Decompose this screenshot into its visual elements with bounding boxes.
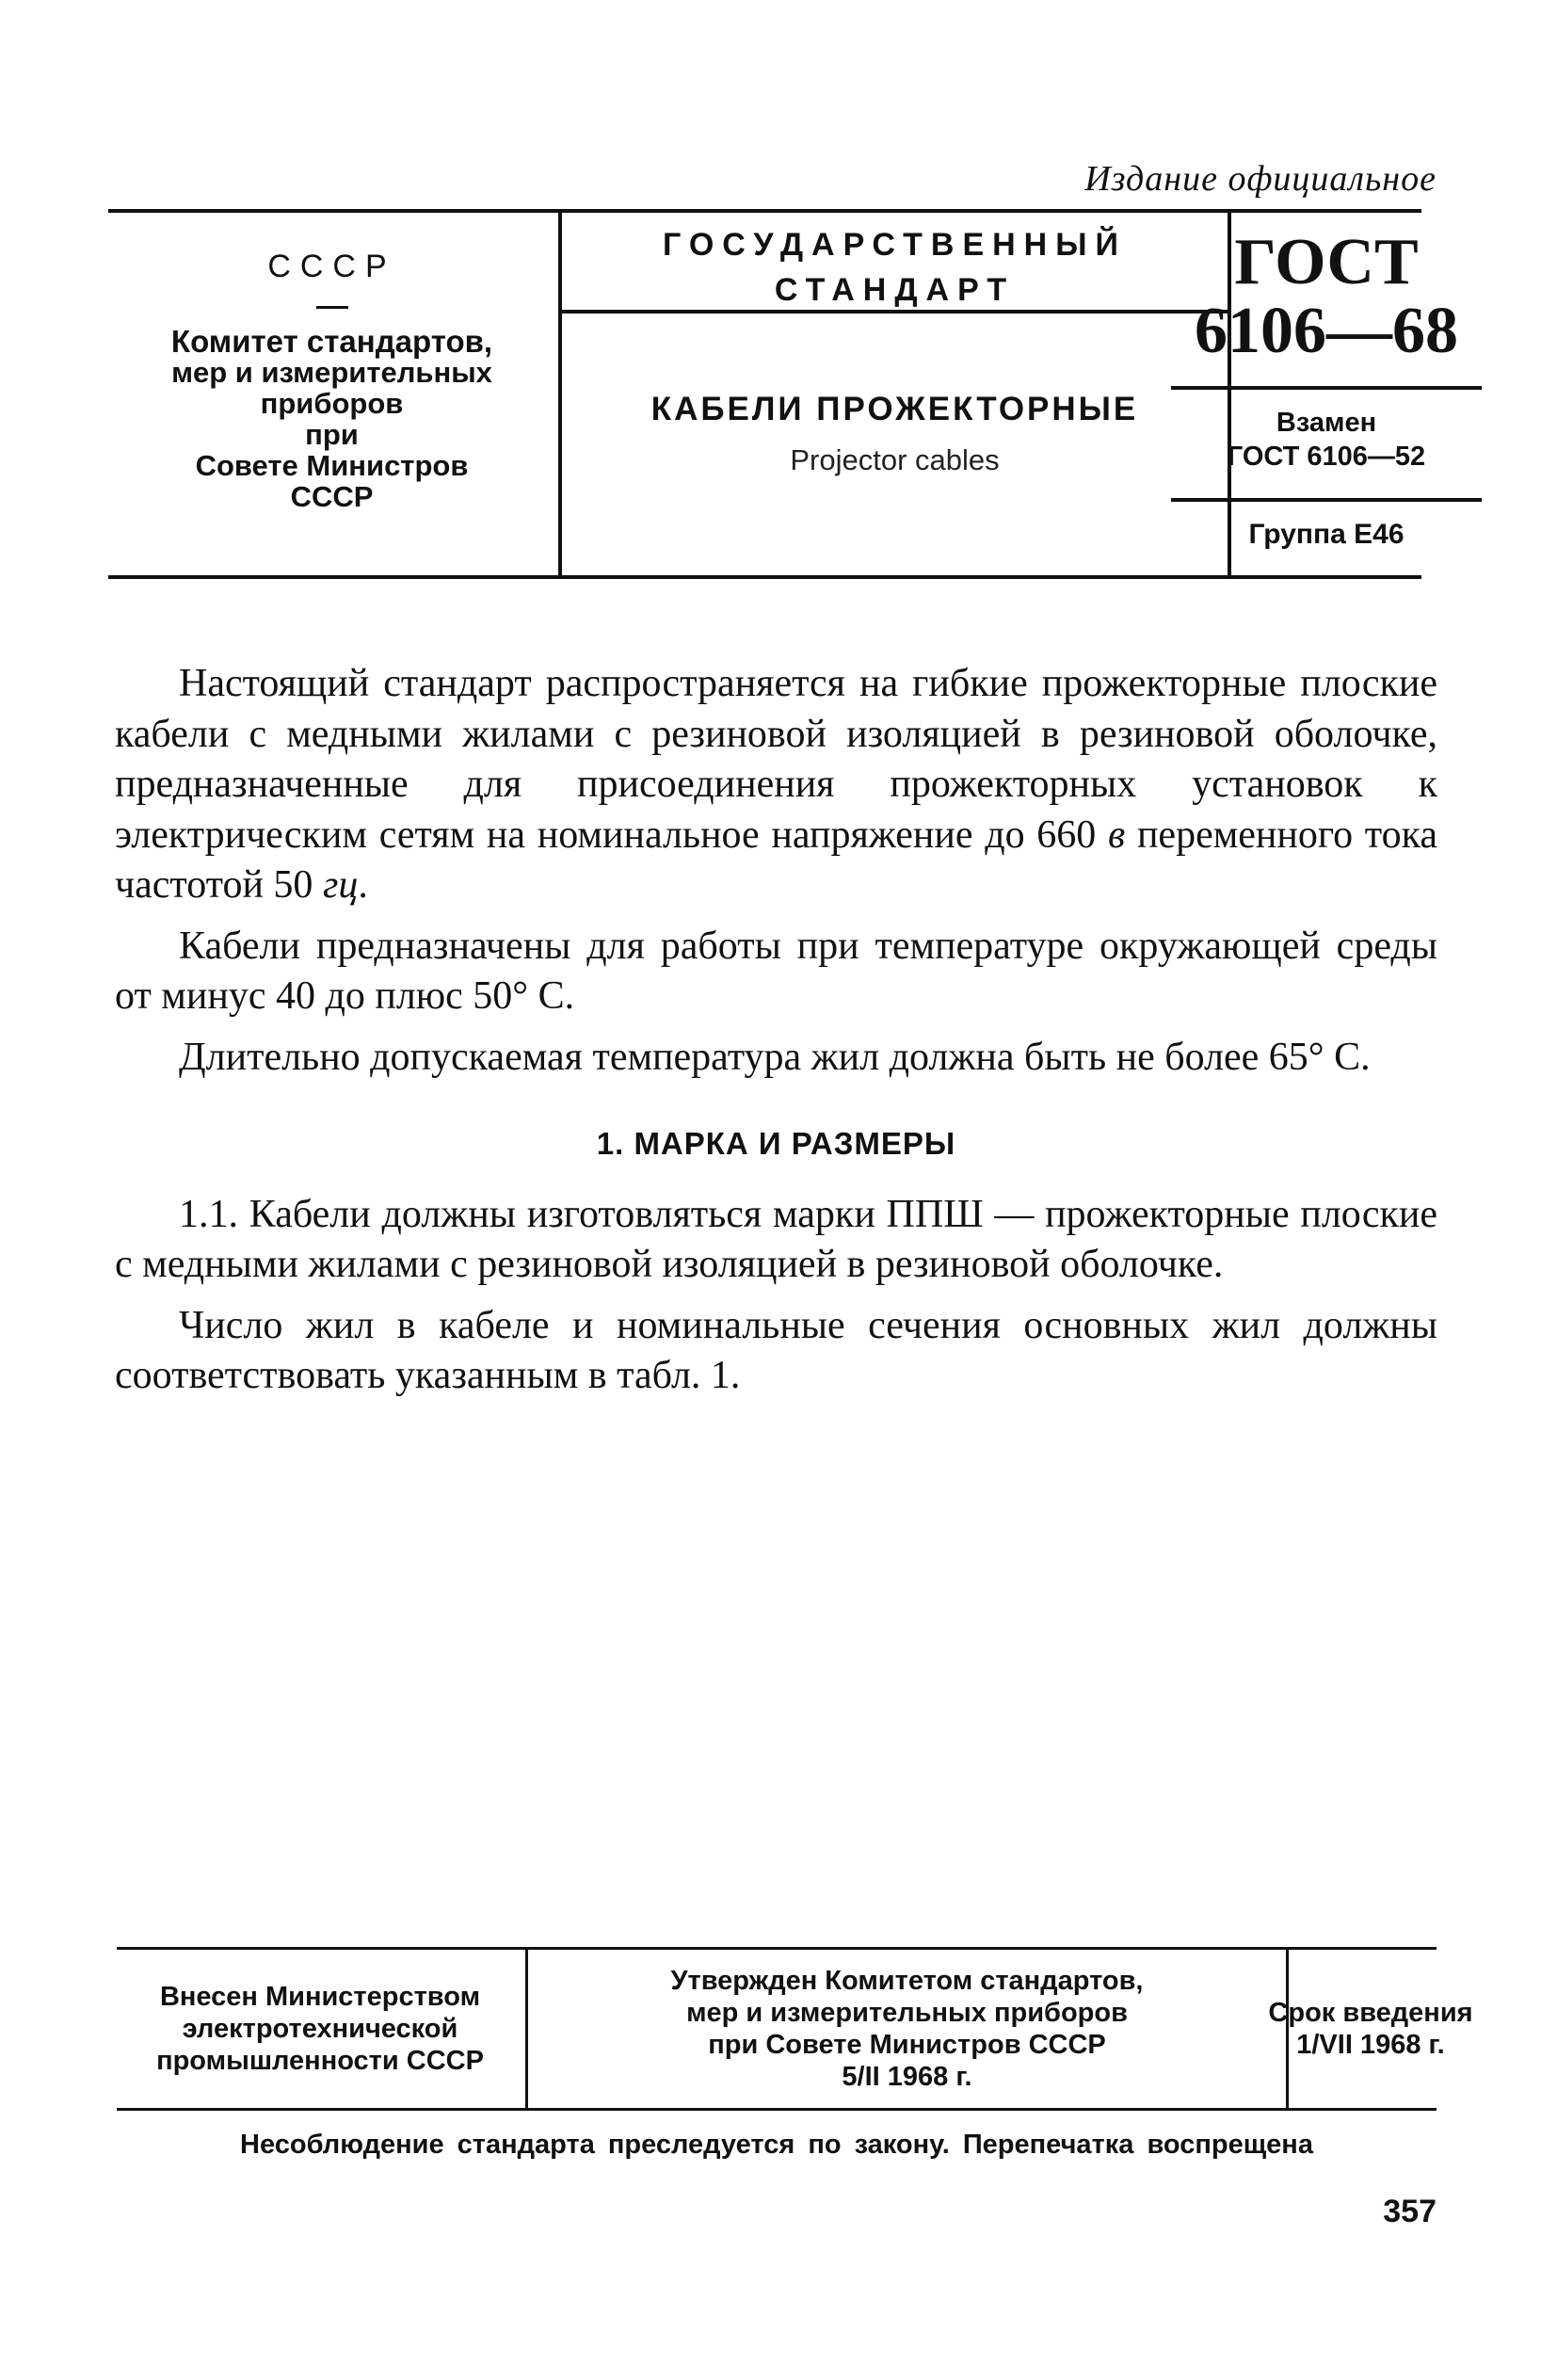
approved-by bbox=[525, 1950, 1289, 2108]
country-label: СССР bbox=[267, 249, 396, 284]
state-standard-line2: СТАНДАРТ bbox=[774, 272, 1016, 308]
divider-line bbox=[1171, 386, 1482, 390]
gost-number: 6106—68 bbox=[1195, 295, 1458, 367]
group-label: Группа Е46 bbox=[1248, 519, 1405, 550]
page-number: 357 bbox=[1383, 2194, 1437, 2229]
effective-line: 1/VII 1968 г. bbox=[1296, 2030, 1445, 2060]
document-header bbox=[108, 209, 1458, 579]
effective-date bbox=[1268, 1950, 1473, 2108]
legal-note: Несоблюдение стандарта преследуется по закону. Перепечатка воспрещена bbox=[240, 2130, 1313, 2160]
edition-label: Издание официальное bbox=[1084, 159, 1437, 199]
approved-line: при Совете Министров СССР bbox=[708, 2030, 1106, 2060]
document-body bbox=[115, 659, 1437, 1412]
introduced-by bbox=[117, 1950, 523, 2108]
state-standard-line1: ГОСУДАРСТВЕННЫЙ bbox=[663, 227, 1127, 263]
committee-line: Комитет стандартов, bbox=[170, 324, 493, 359]
unit-hertz: гц bbox=[322, 863, 359, 907]
state-standard-label bbox=[562, 213, 1228, 314]
introduced-line: промышленности СССР bbox=[156, 2046, 484, 2076]
replaces-line2: ГОСТ 6106—52 bbox=[1227, 442, 1426, 472]
gost-label: ГОСТ bbox=[1234, 226, 1419, 298]
approved-line: Утвержден Комитетом стандартов, bbox=[670, 1966, 1144, 1996]
unit-volt: в bbox=[1108, 812, 1126, 857]
title-english: Projector cables bbox=[790, 443, 1000, 476]
paragraph-text: переменного тока частотой 50 bbox=[115, 812, 1437, 907]
paragraph-scope bbox=[115, 659, 1437, 911]
section-title: 1. МАРКА И РАЗМЕРЫ bbox=[596, 1126, 956, 1161]
paragraph-core-temperature: Длительно допускаемая температура жил должна быть не более 65° С. bbox=[179, 1035, 1371, 1079]
committee-line: Совете Министров bbox=[195, 449, 469, 482]
approved-line: 5/II 1968 г. bbox=[842, 2062, 972, 2092]
paragraph-text: Настоящий стандарт распространяется на гибкие прожекторные плоские кабели с медными жилами с резиновой изоляцией в резиновой оболочке, предназначенные для присоединения прожекторных установок к электрическим сетям на номинальное напряжение до 660 bbox=[115, 662, 1437, 857]
introduced-line: электротехнической bbox=[182, 2014, 458, 2044]
approved-line: мер и измерительных приборов bbox=[686, 1998, 1128, 2028]
paragraph-text: . bbox=[358, 863, 368, 907]
divider-line bbox=[1171, 498, 1482, 502]
replaces-line1: Взамен bbox=[1276, 408, 1377, 438]
paragraph-1-1: 1.1. Кабели должны изготовляться марки ППШ — прожекторные плоские с медными жилами с резиновой изоляцией в резиновой оболочке. bbox=[115, 1192, 1437, 1286]
committee-line: СССР bbox=[290, 480, 374, 513]
standard-title-column bbox=[558, 213, 1231, 575]
committee-line: приборов bbox=[260, 387, 404, 420]
effective-line: Срок введения bbox=[1268, 1998, 1473, 2028]
effective-date-text bbox=[1239, 1997, 1502, 2061]
title-russian: КАБЕЛИ ПРОЖЕКТОРНЫЕ bbox=[650, 391, 1139, 427]
paragraph-cores: Число жил в кабеле и номинальные сечения основных жил должны соответствовать указанным в табл. 1. bbox=[115, 1303, 1437, 1397]
committee-name bbox=[108, 326, 555, 512]
committee-line: мер и измерительных bbox=[171, 356, 492, 389]
introduced-line: Внесен Министерством bbox=[159, 1982, 481, 2012]
replaces-label bbox=[1171, 406, 1482, 474]
divider-dash bbox=[316, 306, 348, 309]
gost-column bbox=[1195, 213, 1458, 575]
document-footer bbox=[117, 1947, 1473, 2111]
paragraph-temperature-range: Кабели предназначены для работы при температуре окружающей среды от минус 40 до плюс 50° С. bbox=[115, 924, 1437, 1018]
issuer-column bbox=[108, 213, 555, 575]
committee-line: при bbox=[305, 418, 359, 451]
